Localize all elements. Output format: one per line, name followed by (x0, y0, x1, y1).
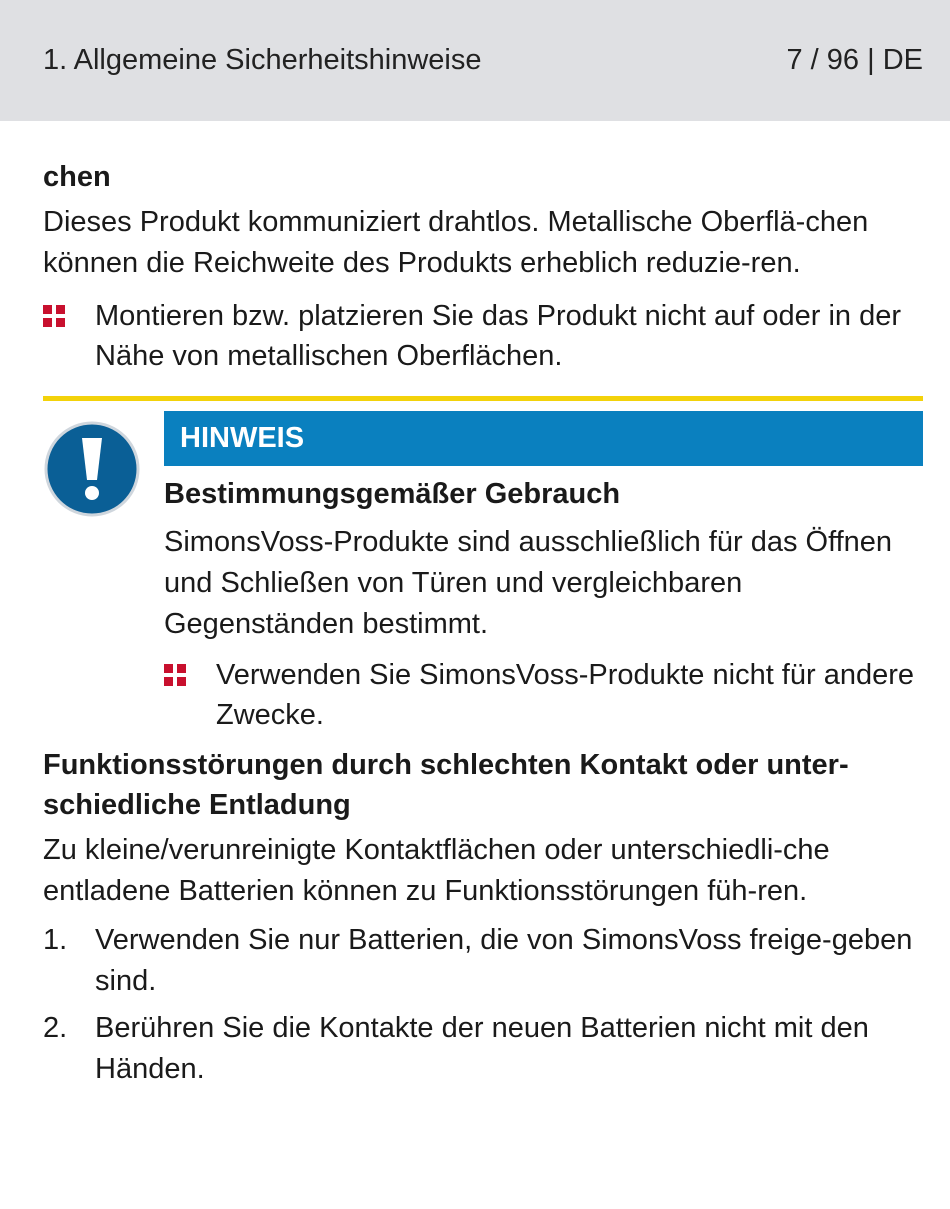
notice-paragraph: SimonsVoss-Produkte sind ausschließlich für das Öffnen und Schließen von Türen und vergleichbaren Gegenständen bestimmt. (164, 526, 893, 640)
section-heading: Funktionsstörungen durch schlechten Kontakt oder unter-schiedliche Entladung (43, 749, 849, 821)
list-item-text: Berühren Sie die Kontakte der neuen Batterien nicht mit den Händen. (95, 1012, 869, 1085)
list-item (43, 1008, 923, 1090)
notice-divider (43, 396, 923, 401)
notice-bullet-text: Verwenden Sie SimonsVoss-Produkte nicht für andere Zwecke. (216, 659, 915, 731)
metal-bullet-text: Montieren bzw. platzieren Sie das Produkt nicht auf oder in der Nähe von metallischen Oberflächen. (95, 300, 902, 372)
page-header (0, 0, 950, 121)
page-content (0, 157, 950, 1090)
section-title: 1. Allgemeine Sicherheitshinweise (43, 44, 482, 76)
notice-box (43, 411, 923, 735)
notice-title: Bestimmungsgemäßer Gebrauch (164, 478, 621, 510)
list-item-text: Verwenden Sie nur Batterien, die von SimonsVoss freige-geben sind. (95, 924, 913, 997)
list-item-number: 2. (43, 1012, 68, 1044)
notice-label-bar (164, 411, 923, 466)
notice-bullet-item (164, 655, 923, 735)
metal-surface-paragraph: Dieses Produkt kommuniziert drahtlos. Metallische Oberflä-chen können die Reichweite des Produkts erheblich reduzie-ren. (43, 206, 869, 279)
four-square-bullet-icon (43, 305, 65, 327)
exclamation-circle-icon (43, 420, 141, 518)
metal-bullet-item (43, 296, 923, 376)
heading-continuation: chen (43, 161, 111, 193)
page-info: 7 / 96 | DE (786, 44, 923, 76)
contact-paragraph: Zu kleine/verunreinigte Kontaktflächen oder unterschiedli-che entladene Batterien können zu Funktionsstörungen füh-ren. (43, 834, 830, 907)
list-item (43, 920, 923, 1002)
numbered-list (43, 920, 923, 1090)
notice-label: HINWEIS (180, 422, 305, 454)
four-square-bullet-icon (164, 664, 186, 686)
list-item-number: 1. (43, 924, 68, 956)
